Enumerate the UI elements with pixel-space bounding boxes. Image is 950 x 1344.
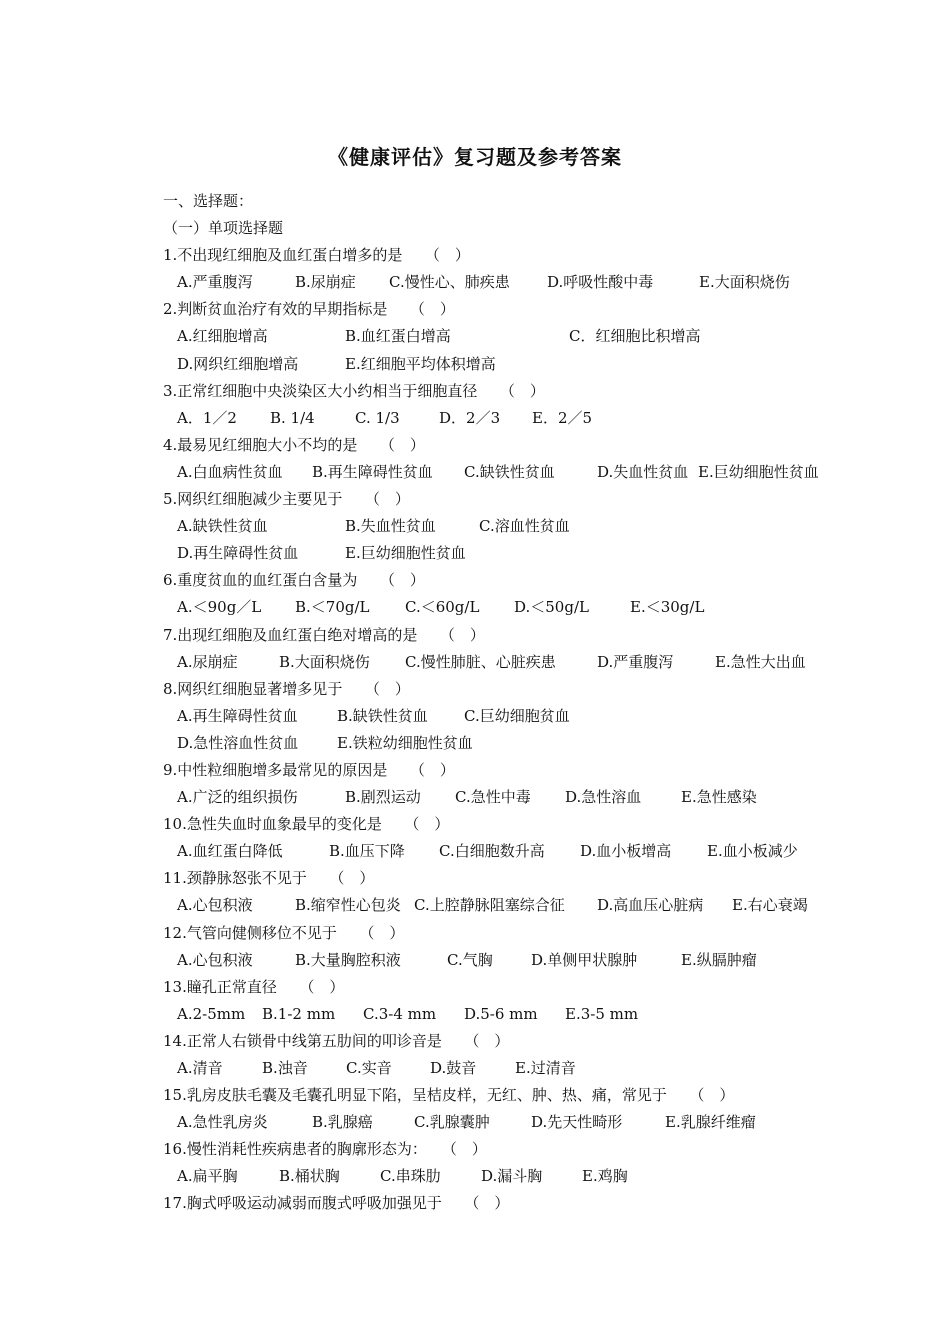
answer-option: A.急性乳房炎: [177, 1113, 268, 1132]
question-text: 16.慢性消耗性疾病患者的胸廓形态为： （ ）: [163, 1140, 487, 1159]
answer-option: A.红细胞增高: [177, 327, 268, 346]
option-line: [163, 459, 883, 486]
option-line: [163, 1001, 883, 1028]
answer-option: B.再生障碍性贫血: [312, 462, 433, 481]
answer-option: E.乳腺纤维瘤: [665, 1113, 756, 1132]
answer-option: D.＜50g/L: [514, 598, 589, 617]
answer-option: C.急性中毒: [455, 788, 531, 807]
answer-option: B. 1/4: [270, 408, 315, 427]
answer-option: B.大量胸腔积液: [295, 950, 401, 969]
option-line: [163, 323, 883, 350]
answer-option: B.＜70g/L: [295, 598, 370, 617]
option-line: [163, 892, 883, 919]
answer-option: D.血小板增高: [580, 842, 672, 861]
answer-option: C.＜60g/L: [405, 598, 480, 617]
option-line: [163, 1055, 883, 1082]
answer-option: E.鸡胸: [582, 1167, 628, 1186]
answer-option: C.串珠肋: [380, 1167, 441, 1186]
answer-option: E.急性大出血: [715, 652, 806, 671]
option-line: [163, 351, 883, 378]
answer-option: D.呼吸性酸中毒: [547, 273, 654, 292]
answer-option: A．1／2: [177, 408, 237, 427]
answer-option: A.白血病性贫血: [177, 462, 283, 481]
answer-option: E.3-5 mm: [565, 1004, 639, 1023]
answer-option: C. 1/3: [355, 408, 400, 427]
option-line: [163, 784, 883, 811]
option-line: [163, 838, 883, 865]
answer-option: A.广泛的组织损伤: [177, 788, 298, 807]
page-title: 《健康评估》复习题及参考答案: [328, 145, 622, 169]
document-body: [163, 188, 883, 1218]
question-text: 13.瞳孔正常直径 （ ）: [163, 977, 345, 996]
answer-option: D.单侧甲状腺肿: [531, 950, 638, 969]
answer-option: B.浊音: [262, 1059, 308, 1077]
answer-option: E．2／5: [532, 408, 593, 427]
answer-option: C.气胸: [447, 950, 493, 969]
answer-option: D.严重腹泻: [597, 652, 674, 671]
answer-option: C.实音: [346, 1059, 392, 1077]
subsection-heading: （一）单项选择题: [163, 219, 284, 238]
answer-option: D.急性溶血性贫血: [177, 733, 299, 752]
question-text: 15.乳房皮肤毛囊及毛囊孔明显下陷，呈桔皮样，无红、肿、热、痛，常见于 （ ）: [163, 1086, 735, 1105]
answer-option: E.急性感染: [681, 788, 757, 807]
answer-option: E.＜30g/L: [630, 598, 705, 617]
answer-option: E.大面积烧伤: [699, 273, 790, 292]
answer-option: D．2／3: [439, 408, 501, 427]
answer-option: C．红细胞比积增高: [569, 327, 701, 346]
question-text: 12.气管向健侧移位不见于 （ ）: [163, 923, 405, 942]
answer-option: E.红细胞平均体积增高: [345, 354, 496, 373]
question-text: 9.中性粒细胞增多最常见的原因是 （ ）: [163, 760, 455, 779]
answer-option: D.网织红细胞增高: [177, 354, 299, 373]
answer-option: E.过清音: [515, 1059, 576, 1077]
answer-option: C.慢性肺脏、心脏疾患: [405, 652, 556, 671]
option-line: [163, 947, 883, 974]
answer-option: A.再生障碍性贫血: [177, 706, 298, 725]
question-text: 4.最易见红细胞大小不均的是 （ ）: [163, 435, 425, 454]
answer-option: C.缺铁性贫血: [464, 462, 555, 481]
option-line: [163, 730, 883, 757]
answer-option: B.乳腺癌: [312, 1113, 373, 1132]
answer-option: A.心包积液: [177, 950, 253, 969]
answer-option: C.白细胞数升高: [439, 842, 545, 861]
option-line: [163, 649, 883, 676]
answer-option: B.血压下降: [329, 842, 405, 861]
option-line: [163, 269, 883, 296]
question-text: 6.重度贫血的血红蛋白含量为 （ ）: [163, 571, 425, 590]
answer-option: D.漏斗胸: [481, 1167, 543, 1186]
answer-option: D.先天性畸形: [531, 1113, 623, 1132]
option-line: [163, 1163, 883, 1190]
question-text: 8.网织红细胞显著增多见于 （ ）: [163, 679, 410, 698]
option-line: [163, 540, 883, 567]
question-text: 14.正常人右锁骨中线第五肋间的叩诊音是 （ ）: [163, 1031, 510, 1050]
section-heading: 一、选择题：: [163, 192, 254, 210]
answer-option: B.失血性贫血: [345, 517, 436, 536]
answer-option: E.巨幼细胞性贫血: [698, 462, 819, 481]
option-line: [163, 703, 883, 730]
answer-option: C.上腔静脉阻塞综合征: [414, 896, 565, 915]
question-text: 1.不出现红细胞及血红蛋白增多的是 （ ）: [163, 246, 470, 265]
answer-option: D.高血压心脏病: [597, 896, 704, 915]
answer-option: D.急性溶血: [565, 788, 642, 807]
question-text: 11.颈静脉怒张不见于 （ ）: [163, 869, 375, 888]
question-text: 7.出现红细胞及血红蛋白绝对增高的是 （ ）: [163, 625, 485, 644]
answer-option: B.缩窄性心包炎: [295, 896, 401, 915]
answer-option: D.5-6 mm: [464, 1004, 538, 1023]
question-text: 3.正常红细胞中央淡染区大小约相当于细胞直径 （ ）: [163, 381, 545, 400]
question-text: 2.判断贫血治疗有效的早期指标是 （ ）: [163, 300, 455, 319]
answer-option: A.严重腹泻: [177, 273, 253, 292]
answer-option: B.1-2 mm: [262, 1004, 336, 1023]
answer-option: A.血红蛋白降低: [177, 842, 283, 861]
answer-option: B.大面积烧伤: [279, 652, 370, 671]
answer-option: B.尿崩症: [295, 273, 356, 292]
answer-option: D.再生障碍性贫血: [177, 544, 299, 563]
option-line: [163, 513, 883, 540]
answer-option: A.＜90g／L: [177, 598, 262, 617]
answer-option: A.2-5mm: [177, 1004, 246, 1023]
answer-option: B.剧烈运动: [345, 788, 421, 807]
option-line: [163, 1109, 883, 1136]
answer-option: E.巨幼细胞性贫血: [345, 544, 466, 563]
answer-option: B.血红蛋白增高: [345, 327, 451, 346]
answer-option: C.慢性心、肺疾患: [389, 273, 510, 292]
answer-option: E.纵膈肿瘤: [681, 950, 757, 969]
answer-option: A.心包积液: [177, 896, 253, 915]
answer-option: A.尿崩症: [177, 652, 238, 671]
answer-option: E.右心衰竭: [732, 896, 808, 915]
answer-option: B.桶状胸: [279, 1167, 340, 1186]
answer-option: C.3-4 mm: [363, 1004, 437, 1023]
answer-option: C.乳腺囊肿: [414, 1113, 490, 1132]
answer-option: E.血小板减少: [707, 842, 798, 861]
answer-option: B.缺铁性贫血: [337, 706, 428, 725]
answer-option: E.铁粒幼细胞性贫血: [337, 733, 473, 752]
question-text: 5.网织红细胞减少主要见于 （ ）: [163, 490, 410, 509]
option-line: [163, 594, 883, 621]
question-text: 10.急性失血时血象最早的变化是 （ ）: [163, 815, 450, 834]
answer-option: D.失血性贫血: [597, 462, 689, 481]
answer-option: D.鼓音: [430, 1059, 477, 1077]
answer-option: A.清音: [177, 1059, 223, 1077]
answer-option: A.扁平胸: [177, 1167, 238, 1186]
answer-option: C.溶血性贫血: [479, 517, 570, 536]
option-line: [163, 405, 883, 432]
answer-option: A.缺铁性贫血: [177, 517, 268, 536]
answer-option: C.巨幼细胞贫血: [464, 706, 570, 725]
question-text: 17.胸式呼吸运动减弱而腹式呼吸加强见于 （ ）: [163, 1194, 510, 1213]
